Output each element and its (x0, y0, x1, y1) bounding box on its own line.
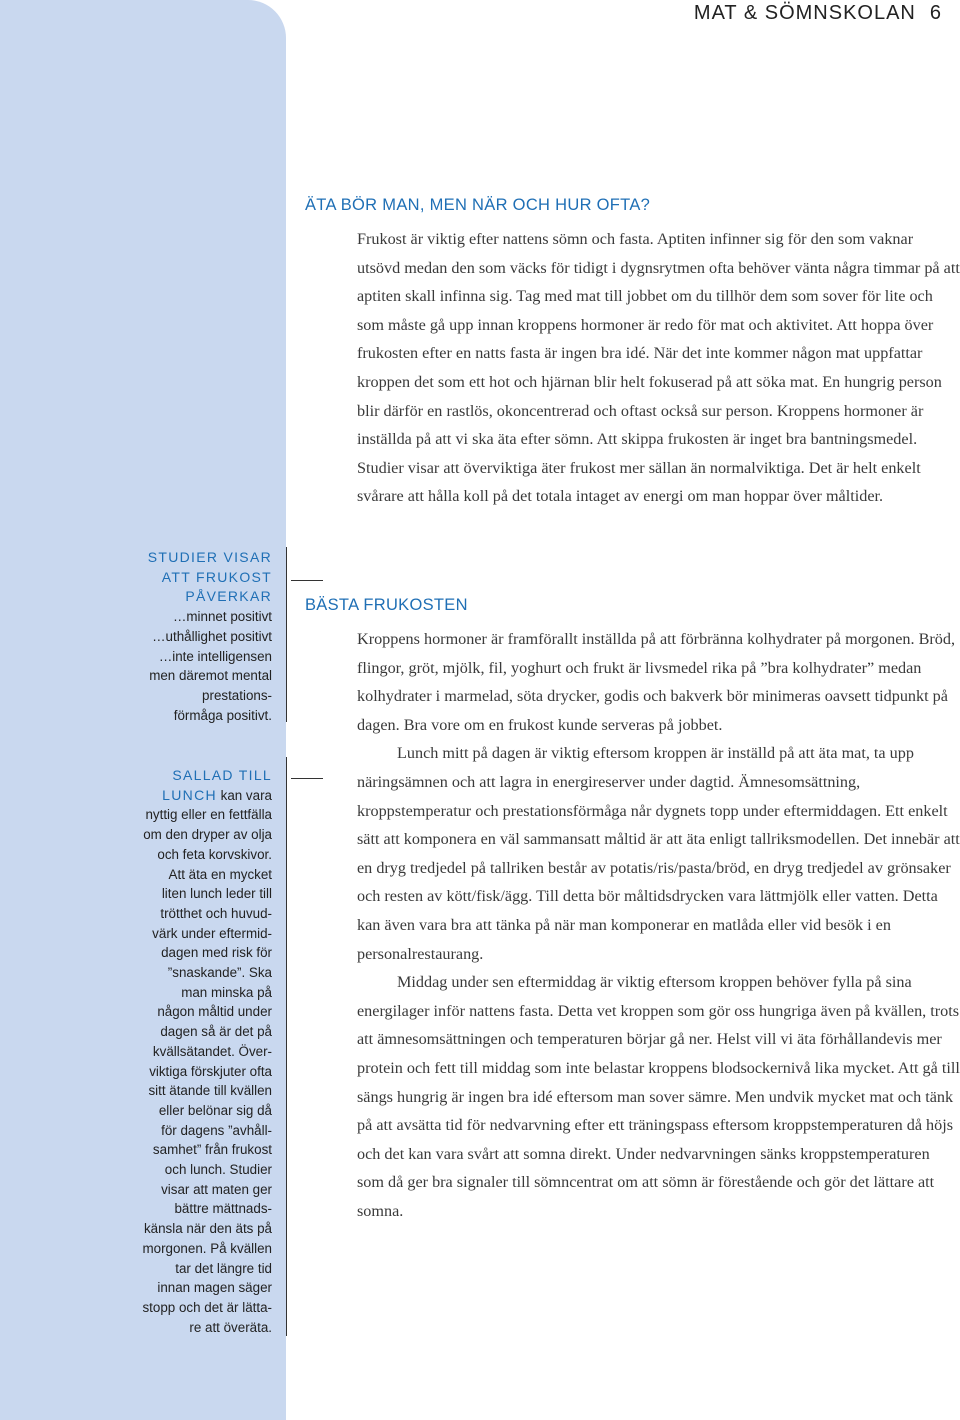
page-header (694, 2, 942, 25)
sidebar-note-breakfast (112, 548, 272, 725)
note2-line: morgonen. På kvällen (142, 1240, 272, 1256)
sidebar-rule-horizontal-2 (291, 778, 323, 779)
note2-line: tar det längre tid (175, 1260, 272, 1276)
note1-line: prestations- (202, 687, 272, 703)
body-paragraph: Middag under sen eftermiddag är viktig eftersom kroppen behöver fylla på sina energilager inför nattens fasta. Detta vet kroppen som gör oss hungriga även på kvällen, trots att ämnesomsättningen och temperaturen börjar gå ner. Helst vill vi äta förhållandevis mer protein och fett till middag som inte belastar kroppens blodsockernivå lika mycket. Att gå till sängs hungrig är ingen bra idé eftersom man sover sämre. Men undvik mycket mat och tänk på att avsätta tid för nedvarvning efter ett träningspass eftersom kroppstemperaturen då höjs och det kan vara svårt att somna direkt. Under nedvarvningen sänks kroppstemperaturen som då ger bra signaler till sömncentrat om att sömn är förestående och gör det lättare att somna. (357, 973, 960, 1220)
note2-line: nyttig eller en fettfälla (145, 807, 272, 823)
note2-line: Att äta en mycket (168, 866, 272, 882)
section-body-when-to-eat (357, 225, 960, 511)
body-paragraph: Lunch mitt på dagen är viktig eftersom kroppen är inställd på att äta mat, ta upp näringsämnen och att lagra in energireserver under dagtid. Ämnesomsättning, kroppstemperatur och prestationsförmåga når dygnets topp under eftermiddagen. Ett enkelt sätt att komponera en väl sammansatt måltid är att äta enligt tallriksmodellen. Det innebär att en dryg tredjedel på tallriken består av potatis/ris/pasta/bröd, en dryg tredjedel av grönsaker och resten av kött/fisk/ägg. Till detta bör måltidsdrycken vara lättmjölk eller vatten. Detta kan även vara bra att tänka på när man komponerar en matlåda eller vid besök i en personalrestaurang. (357, 744, 960, 963)
note2-line: eller belönar sig då (158, 1102, 272, 1118)
note2-line: re att överäta. (189, 1319, 272, 1335)
note2-line: kvällsätandet. Över- (152, 1043, 272, 1059)
note2-line: viktiga förskjuter ofta (149, 1063, 272, 1079)
section-heading-best-breakfast: BÄSTA FRUKOSTEN (305, 596, 468, 614)
note2-line: visar att maten ger (161, 1181, 272, 1197)
note2-line: dagen så är det på (160, 1024, 272, 1040)
note2-line: om den dryper av olja (143, 827, 272, 843)
section-heading-when-to-eat: ÄTA BÖR MAN, MEN NÄR OCH HUR OFTA? (305, 196, 651, 214)
note2-line: och feta korvskivor. (157, 846, 272, 862)
note1-line: …minnet positivt (173, 609, 272, 625)
note1-heading-line: PÅVERKAR (185, 588, 272, 605)
note1-line: …inte intelligensen (158, 648, 272, 664)
note2-first-line-rest: kan vara (216, 787, 272, 803)
note2-heading-line: SALLAD TILL (172, 767, 272, 783)
note2-line: värk under eftermid- (152, 925, 272, 941)
sidebar-note-lunch (110, 766, 272, 1337)
note1-line: förmåga positivt. (173, 707, 272, 723)
section-body-best-breakfast (357, 625, 960, 1225)
note2-line: dagen med risk för (161, 945, 272, 961)
note1-heading-line: STUDIER VISAR (147, 549, 272, 565)
note2-line: och lunch. Studier (164, 1162, 272, 1178)
note2-line: för dagens ”avhåll- (161, 1122, 272, 1138)
note2-line: trötthet och huvud- (160, 905, 272, 921)
body-paragraph: Kroppens hormoner är framförallt inställda på att förbränna kolhydrater på morgonen. Bröd, flingor, gröt, mjölk, fil, yoghurt och frukt är livsmedel rika på ”bra kolhydrater” medan kolhydrater i marmelad, söta drycker, godis och bakverk bör minimeras oavsett tidpunkt på dagen. Bra vore om en frukost kunde serveras på jobbet. (357, 630, 955, 734)
note2-line: känsla när den äts på (143, 1221, 272, 1237)
note1-line: …uthållighet positivt (152, 628, 272, 644)
note2-line: innan magen säger (157, 1280, 272, 1296)
note2-line: ”snaskande”. Ska (167, 965, 272, 981)
note2-line: stopp och det är lätta- (142, 1299, 272, 1315)
note2-first-line (110, 786, 272, 806)
note2-body (110, 805, 272, 1337)
body-paragraph: Frukost är viktig efter nattens sömn och fasta. Aptiten infinner sig för den som vaknar utsövd medan den som väcks för tidigt i dygnsrytmen ofta behöver vänta några timmar på att aptiten skall infinna sig. Tag med mat till jobbet om du tillhör dem som sover för lite och som måste gå upp innan kroppens hormoner är redo för mat och aktivitet. Att hoppa över frukosten efter en natts fasta är ingen bra idé. När det inte kommer någon mat uppfattar kroppen det som ett hot och hjärnan blir helt fokuserad på att söka mat. En hungrig person blir därför en rastlös, okoncentrerad och oftast också sur person. Kroppens hormoner är inställda på att vi ska äta efter sömn. Att skippa frukosten är inget bra bantningsmedel. Studier visar att överviktiga äter frukost mer sällan än normalviktiga. Det är helt enkelt svårare att hålla koll på det totala intaget av energi om man hoppar över måltider. (357, 230, 960, 506)
note2-heading-inline: LUNCH (162, 786, 217, 803)
note2-line: bättre mättnads- (174, 1201, 272, 1217)
note2-line: liten lunch leder till (161, 886, 272, 902)
note2-line: samhet” från frukost (152, 1142, 272, 1158)
sidebar-rule-vertical-2 (286, 757, 287, 1336)
sidebar-rule-horizontal-1 (291, 580, 323, 581)
note1-line: men däremot mental (149, 668, 272, 684)
note2-line: någon måltid under (157, 1004, 272, 1020)
note1-heading-line: ATT FRUKOST (161, 568, 272, 585)
page-number: 6 (929, 2, 942, 24)
header-title: MAT & SÖMNSKOLAN (693, 2, 916, 24)
note2-line: sitt ätande till kvällen (148, 1083, 272, 1099)
note2-line: man minska på (181, 984, 272, 1000)
sidebar-rule-vertical-1 (286, 547, 287, 722)
